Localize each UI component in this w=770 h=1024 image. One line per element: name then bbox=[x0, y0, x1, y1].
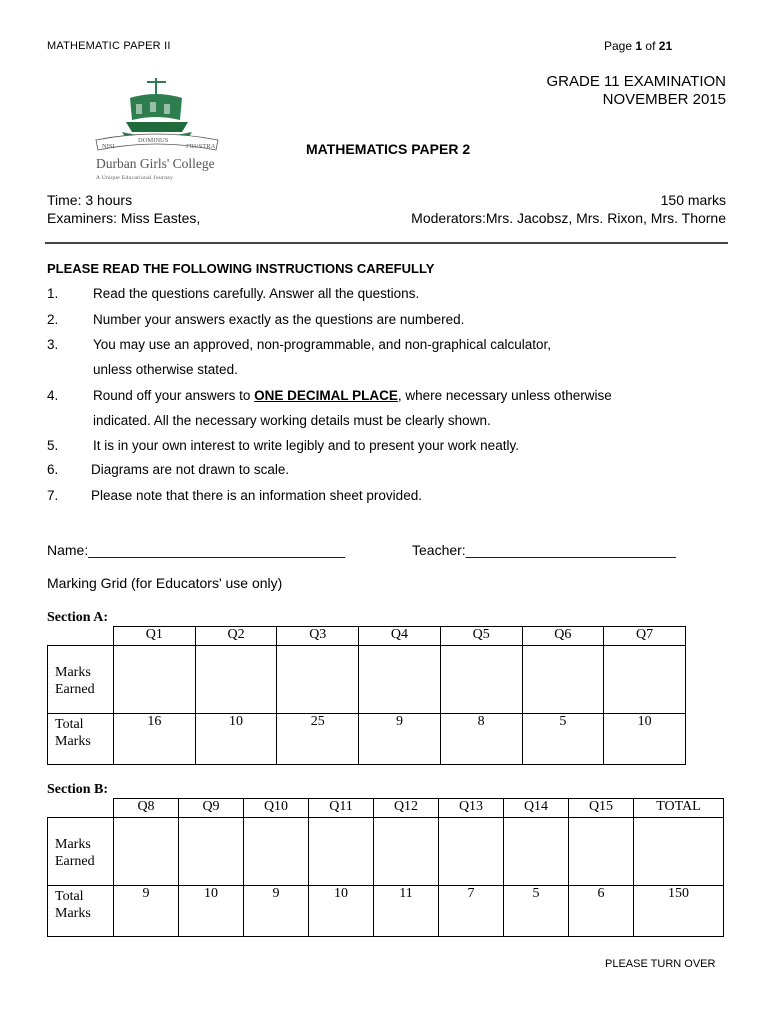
grid-corner bbox=[48, 799, 114, 818]
exam-moderators: Moderators:Mrs. Jacobsz, Mrs. Rixon, Mrs. Thorne bbox=[411, 210, 726, 226]
instruction-text-post: , where necessary unless otherwise bbox=[397, 388, 612, 403]
row-label-line: Earned bbox=[55, 681, 95, 697]
name-field[interactable]: Name:_________________________________ bbox=[47, 542, 346, 558]
instruction-number: 2. bbox=[47, 312, 59, 327]
question-header: Q9 bbox=[179, 799, 244, 818]
instruction-text: Number your answers exactly as the questions are numbered. bbox=[93, 312, 465, 327]
table-row bbox=[48, 818, 724, 886]
total-marks-cell: 25 bbox=[277, 714, 359, 765]
question-header: Q12 bbox=[374, 799, 439, 818]
marks-earned-cell[interactable] bbox=[195, 646, 277, 714]
marks-earned-cell[interactable] bbox=[244, 818, 309, 886]
marks-earned-cell[interactable] bbox=[309, 818, 374, 886]
table-row bbox=[48, 886, 724, 937]
total-marks-cell: 9 bbox=[244, 886, 309, 937]
exam-grade-date bbox=[547, 73, 726, 109]
instruction-emphasis: ONE DECIMAL PLACE bbox=[254, 388, 398, 403]
marks-earned-cell[interactable] bbox=[504, 818, 569, 886]
total-marks-cell: 8 bbox=[440, 714, 522, 765]
ship-icon bbox=[122, 78, 192, 141]
exam-total-marks: 150 marks bbox=[660, 192, 726, 208]
instruction-number: 5. bbox=[47, 438, 59, 453]
page-current: 1 bbox=[635, 39, 643, 53]
question-header: Q14 bbox=[504, 799, 569, 818]
row-label-total bbox=[48, 714, 114, 765]
exam-details-left bbox=[47, 191, 200, 227]
instruction-text: Diagrams are not drawn to scale. bbox=[91, 462, 290, 477]
grid-corner bbox=[48, 627, 114, 646]
page-of: of bbox=[645, 39, 656, 53]
marks-earned-cell[interactable] bbox=[604, 646, 686, 714]
total-marks-cell: 16 bbox=[114, 714, 196, 765]
exam-date: NOVEMBER 2015 bbox=[602, 91, 726, 108]
total-marks-cell: 9 bbox=[359, 714, 441, 765]
marks-earned-cell[interactable] bbox=[114, 818, 179, 886]
question-header: Q1 bbox=[114, 627, 196, 646]
instruction-text: You may use an approved, non-programmable, and non-graphical calculator, bbox=[93, 337, 552, 352]
total-marks-cell: 7 bbox=[439, 886, 504, 937]
question-header: Q4 bbox=[359, 627, 441, 646]
marks-earned-cell[interactable] bbox=[522, 646, 604, 714]
marks-earned-cell[interactable] bbox=[277, 646, 359, 714]
total-marks-cell: 5 bbox=[522, 714, 604, 765]
school-tagline: A Unique Educational Journey bbox=[96, 175, 174, 181]
section-b-grid bbox=[47, 798, 724, 937]
total-marks-cell: 10 bbox=[179, 886, 244, 937]
row-label-line: Marks bbox=[55, 906, 91, 921]
question-header: Q11 bbox=[309, 799, 374, 818]
motto-mid: DOMINUS bbox=[138, 137, 169, 144]
section-a-grid bbox=[47, 626, 686, 765]
divider bbox=[45, 242, 728, 244]
exam-time: Time: 3 hours bbox=[47, 192, 133, 208]
school-name: Durban Girls' College bbox=[96, 156, 215, 171]
row-label-line: Marks bbox=[55, 836, 91, 852]
motto-right: FRUSTRA bbox=[186, 143, 216, 150]
question-header: Q10 bbox=[244, 799, 309, 818]
row-label-total bbox=[48, 886, 114, 937]
instruction-text-pre: Round off your answers to bbox=[93, 388, 255, 403]
teacher-field[interactable]: Teacher:___________________________ bbox=[412, 542, 676, 558]
exam-grade: GRADE 11 EXAMINATION bbox=[546, 73, 726, 90]
row-label-earned bbox=[48, 818, 114, 886]
question-header: Q15 bbox=[569, 799, 634, 818]
question-header: Q6 bbox=[522, 627, 604, 646]
instruction-text: unless otherwise stated. bbox=[93, 362, 238, 377]
instruction-text: indicated. All the necessary working details must be clearly shown. bbox=[93, 413, 491, 428]
instruction-number: 3. bbox=[47, 337, 59, 352]
instruction-number: 7. bbox=[47, 488, 59, 503]
total-marks-cell: 6 bbox=[569, 886, 634, 937]
marking-grid-label: Marking Grid (for Educators' use only) bbox=[47, 575, 283, 591]
exam-examiners: Examiners: Miss Eastes, bbox=[47, 210, 201, 226]
total-marks-cell: 10 bbox=[309, 886, 374, 937]
instruction-number: 6. bbox=[47, 462, 59, 477]
question-header: Q13 bbox=[439, 799, 504, 818]
marks-earned-total-cell[interactable] bbox=[634, 818, 724, 886]
row-label-line: Marks bbox=[55, 734, 91, 749]
row-label-line: Total bbox=[55, 889, 84, 904]
table-row bbox=[48, 646, 686, 714]
section-b-label: Section B: bbox=[47, 782, 109, 797]
motto-left: NISI bbox=[102, 143, 115, 150]
instruction-text bbox=[93, 388, 612, 403]
grand-total-cell: 150 bbox=[634, 886, 724, 937]
total-marks-cell: 10 bbox=[195, 714, 277, 765]
marks-earned-cell[interactable] bbox=[359, 646, 441, 714]
question-header: Q3 bbox=[277, 627, 359, 646]
instruction-text: It is in your own interest to write legibly and to present your work neatly. bbox=[93, 438, 519, 453]
marks-earned-cell[interactable] bbox=[114, 646, 196, 714]
question-header: Q5 bbox=[440, 627, 522, 646]
row-label-line: Total bbox=[55, 717, 84, 732]
header-paper-name: MATHEMATIC PAPER II bbox=[47, 40, 171, 52]
row-label-line: Marks bbox=[55, 664, 91, 680]
total-header: TOTAL bbox=[634, 799, 724, 818]
section-a-label: Section A: bbox=[47, 610, 109, 625]
instruction-number: 4. bbox=[47, 388, 59, 403]
page-prefix: Page bbox=[604, 39, 633, 53]
page-indicator bbox=[604, 39, 672, 53]
marks-earned-cell[interactable] bbox=[569, 818, 634, 886]
paper-title: MATHEMATICS PAPER 2 bbox=[306, 141, 471, 157]
total-marks-cell: 5 bbox=[504, 886, 569, 937]
total-marks-cell: 10 bbox=[604, 714, 686, 765]
row-label-earned bbox=[48, 646, 114, 714]
instructions-heading: PLEASE READ THE FOLLOWING INSTRUCTIONS CAREFULLY bbox=[47, 261, 435, 276]
question-header: Q8 bbox=[114, 799, 179, 818]
marks-earned-cell[interactable] bbox=[374, 818, 439, 886]
marks-earned-cell[interactable] bbox=[179, 818, 244, 886]
school-logo bbox=[92, 76, 222, 186]
row-label-line: Earned bbox=[55, 853, 95, 869]
question-header: Q2 bbox=[195, 627, 277, 646]
marks-earned-cell[interactable] bbox=[440, 646, 522, 714]
table-row bbox=[48, 799, 724, 818]
table-row bbox=[48, 627, 686, 646]
table-row bbox=[48, 714, 686, 765]
question-header: Q7 bbox=[604, 627, 686, 646]
page-total: 21 bbox=[658, 39, 673, 53]
instruction-text: Please note that there is an information sheet provided. bbox=[91, 488, 422, 503]
instruction-text: Read the questions carefully. Answer all the questions. bbox=[93, 286, 420, 301]
footer-turn-over: PLEASE TURN OVER bbox=[605, 958, 716, 970]
total-marks-cell: 9 bbox=[114, 886, 179, 937]
instruction-number: 1. bbox=[47, 286, 59, 301]
marks-earned-cell[interactable] bbox=[439, 818, 504, 886]
total-marks-cell: 11 bbox=[374, 886, 439, 937]
exam-details-right bbox=[411, 191, 726, 227]
